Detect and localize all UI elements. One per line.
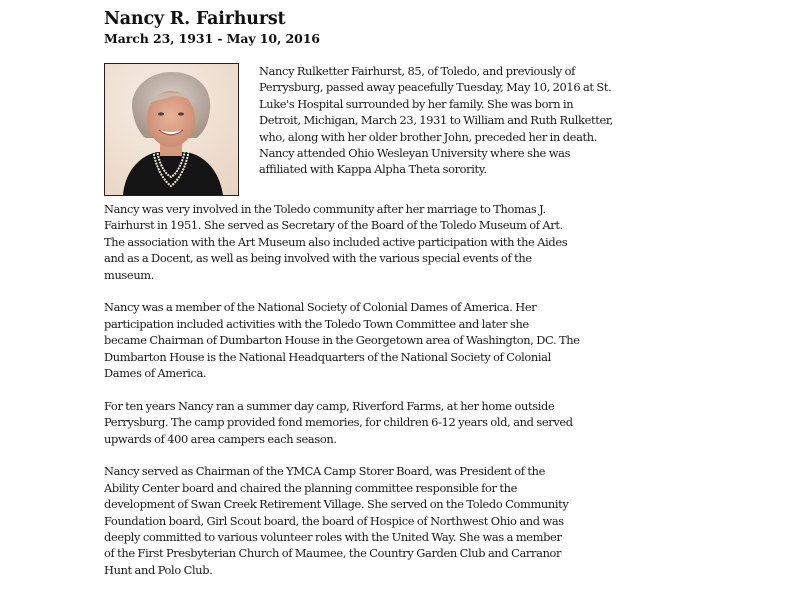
text-line: Fairhurst in 1951. She served as Secretary of the Board of the Toledo Museum of Art. <box>104 218 563 233</box>
text-line: Nancy was very involved in the Toledo community after her marriage to Thomas J. <box>104 202 546 216</box>
life-dates: March 23, 1931 - May 10, 2016 <box>104 31 320 46</box>
obituary-name: Nancy R. Fairhurst <box>104 9 286 29</box>
text-line: For ten years Nancy ran a summer day camp, Riverford Farms, at her home outside <box>104 398 555 413</box>
text-line: development of Swan Creek Retirement Village. She served on the Toledo Community <box>104 497 569 512</box>
text-line: Perrysburg. The camp provided fond memories, for children 6-12 years old, and served <box>104 415 573 430</box>
text-line: Nancy attended Ohio Wesleyan University where she was <box>259 146 571 161</box>
text-line: Nancy served as Chairman of the YMCA Camp Storer Board, was President of the <box>104 464 545 479</box>
text-line: Nancy was a member of the National Society of Colonial Dames of America. Her <box>104 300 537 315</box>
portrait-photo <box>104 63 239 196</box>
text-line: affiliated with Kappa Alpha Theta sorority. <box>259 162 487 177</box>
text-line: Ability Center board and chaired the planning committee responsible for the <box>104 480 517 495</box>
portrait-photo-icon <box>105 64 238 195</box>
text-line: became Chairman of Dumbarton House in the Georgetown area of Washington, DC. The <box>104 333 580 348</box>
text-line: Detroit, Michigan, March 23, 1931 to William and Ruth Rulketter, <box>259 113 613 128</box>
text-line: Luke's Hospital surrounded by her family. She was born in <box>259 96 574 111</box>
text-line: upwards of 400 area campers each season. <box>104 431 337 446</box>
text-line: deeply committed to various volunteer roles with the United Way. She was a member <box>104 530 562 545</box>
text-line: who, along with her older brother John, preceded her in death. <box>259 129 597 144</box>
obituary-body <box>104 201 704 578</box>
text-line: and as a Docent, as well as being involved with the various special events of the <box>104 251 532 266</box>
text-line: Dumbarton House is the National Headquarters of the National Society of Colonial <box>104 349 551 364</box>
text-line: Perrysburg, passed away peacefully Tuesday, May 10, 2016 at St. <box>259 80 612 95</box>
text-line: Dames of America. <box>104 366 207 381</box>
text-line: museum. <box>104 267 155 282</box>
text-line: Hunt and Polo Club. <box>104 562 213 577</box>
paragraph-community <box>104 201 704 283</box>
intro-section <box>104 63 704 197</box>
text-line: Nancy Rulketter Fairhurst, 85, of Toledo, and previously of <box>259 64 576 78</box>
text-line: Foundation board, Girl Scout board, the board of Hospice of Northwest Ohio and was <box>104 513 564 528</box>
intro-paragraph <box>259 63 709 178</box>
paragraph-colonial-dames <box>104 299 704 381</box>
paragraph-summer-camp <box>104 398 704 447</box>
text-line: The association with the Art Museum also included active participation with the Aides <box>104 234 568 249</box>
text-line: of the First Presbyterian Church of Maumee, the Country Garden Club and Carranor <box>104 546 562 561</box>
obituary-page <box>104 8 704 595</box>
paragraph-service <box>104 463 704 578</box>
text-line: participation included activities with the Toledo Town Committee and later she <box>104 316 529 331</box>
